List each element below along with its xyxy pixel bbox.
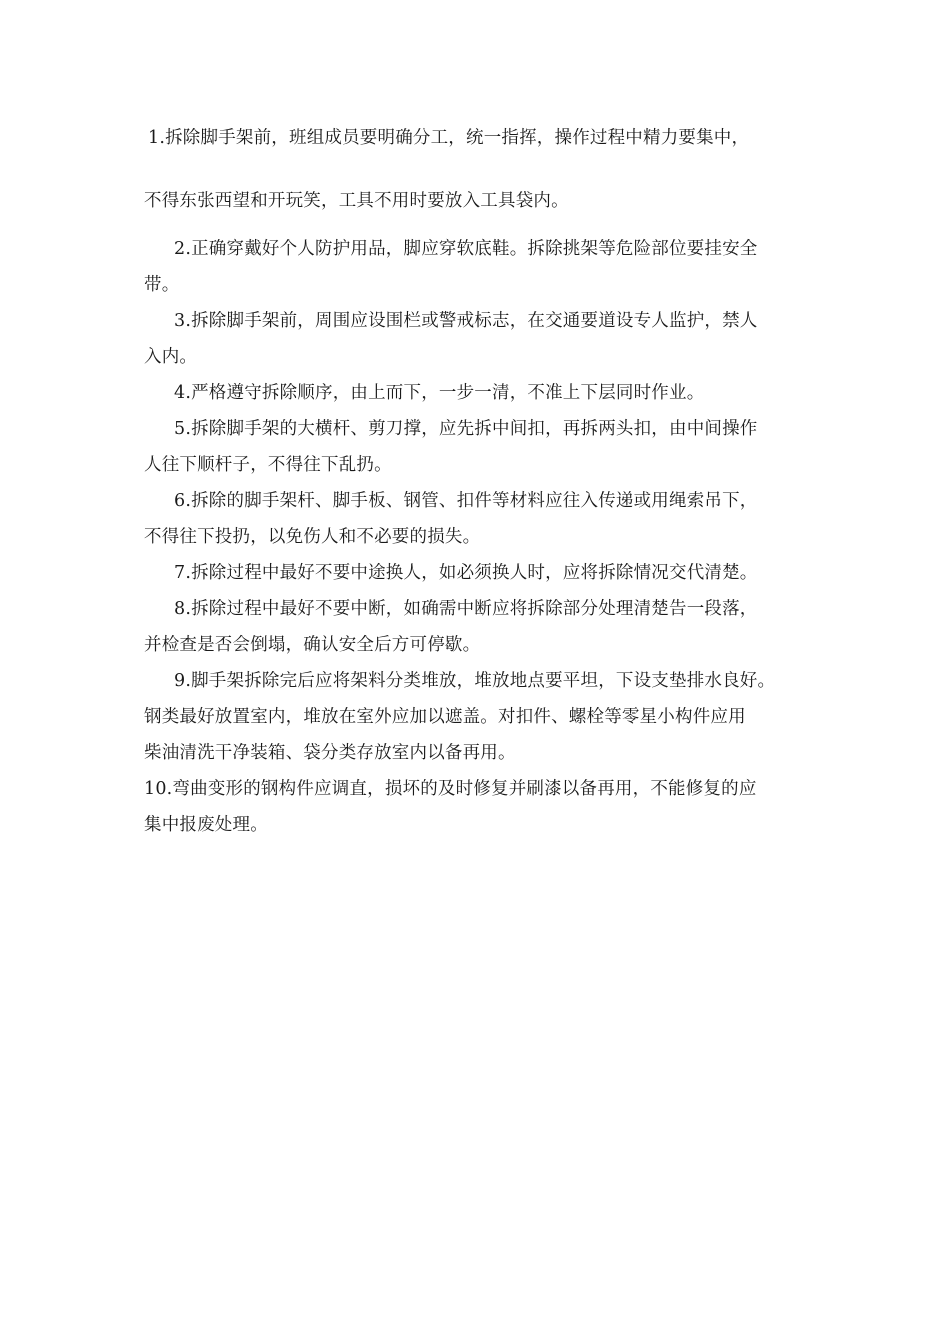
item-10-line-1: 10.弯曲变形的钢构件应调直，损坏的及时修复并刷漆以备再用，不能修复的应 xyxy=(144,779,757,799)
item-8-line-2: 并检查是否会倒塌，确认安全后方可停歇。 xyxy=(144,635,481,655)
item-4-line-1: 4.严格遵守拆除顺序，由上而下，一步一清，不准上下层同时作业。 xyxy=(174,383,705,403)
item-7-line-1: 7.拆除过程中最好不要中途换人，如必须换人时，应将拆除情况交代清楚。 xyxy=(174,563,758,583)
item-8-line-1: 8.拆除过程中最好不要中断，如确需中断应将拆除部分处理清楚告一段落， xyxy=(174,599,758,619)
item-10-line-2: 集中报废处理。 xyxy=(144,815,268,835)
item-1-line-1: 1.拆除脚手架前，班组成员要明确分工，统一指挥，操作过程中精力要集中， xyxy=(148,128,750,148)
item-3-line-1: 3.拆除脚手架前，周围应设围栏或警戒标志，在交通要道设专人监护，禁人 xyxy=(174,311,758,331)
item-9-line-1: 9.脚手架拆除完后应将架料分类堆放，堆放地点要平坦，下设支垫排水良好。 xyxy=(174,671,776,691)
item-2-line-1: 2.正确穿戴好个人防护用品，脚应穿软底鞋。拆除挑架等危险部位要挂安全 xyxy=(174,239,758,259)
item-6-line-1: 6.拆除的脚手架杆、脚手板、钢管、扣件等材料应往入传递或用绳索吊下， xyxy=(174,491,758,511)
item-5-line-2: 人往下顺杆子，不得往下乱扔。 xyxy=(144,455,392,475)
item-9-line-3: 柴油清洗干净装箱、袋分类存放室内以备再用。 xyxy=(144,743,516,763)
item-6-line-2: 不得往下投扔，以免伤人和不必要的损失。 xyxy=(144,527,481,547)
item-1-line-2: 不得东张西望和开玩笑，工具不用时要放入工具袋内。 xyxy=(144,191,569,211)
item-9-line-2: 钢类最好放置室内，堆放在室外应加以遮盖。对扣件、螺栓等零星小构件应用 xyxy=(144,707,746,727)
item-3-line-2: 入内。 xyxy=(144,347,198,367)
item-5-line-1: 5.拆除脚手架的大横杆、剪刀撑，应先拆中间扣，再拆两头扣，由中间操作 xyxy=(174,419,758,439)
item-2-line-2: 带。 xyxy=(144,275,180,295)
